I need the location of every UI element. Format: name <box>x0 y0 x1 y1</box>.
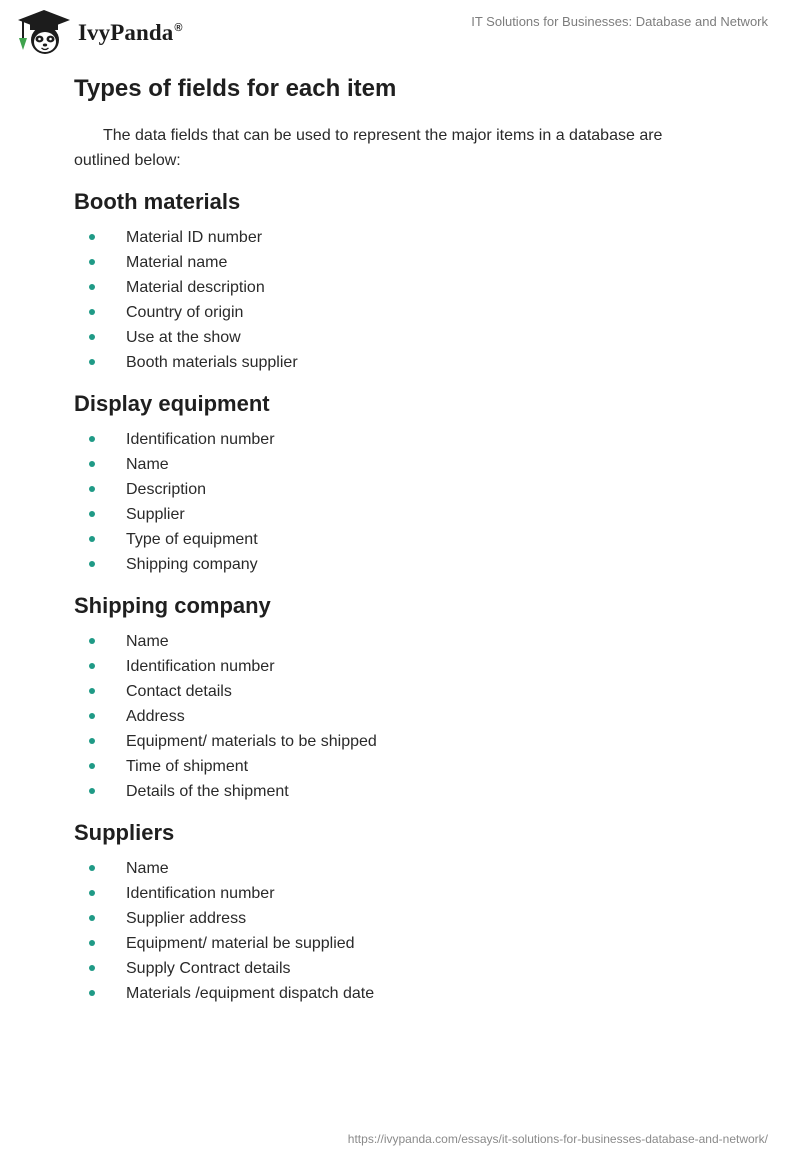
list-item: Details of the shipment <box>74 779 714 804</box>
list-item: Equipment/ material be supplied <box>74 931 714 956</box>
list-item: Booth materials supplier <box>74 350 714 375</box>
list-item: Name <box>74 452 714 477</box>
intro-paragraph: The data fields that can be used to represent the major items in a database are outlined below: <box>74 127 663 169</box>
list-item: Address <box>74 704 714 729</box>
section-suppliers <box>74 818 714 1006</box>
list-item: Name <box>74 856 714 881</box>
section-heading: Display equipment <box>74 391 270 416</box>
section-display-equipment <box>74 389 714 577</box>
list-item: Contact details <box>74 679 714 704</box>
list-item: Time of shipment <box>74 754 714 779</box>
list-item: Use at the show <box>74 325 714 350</box>
section-shipping-company <box>74 591 714 804</box>
panda-graduate-icon <box>14 8 74 56</box>
field-list <box>74 225 714 375</box>
section-booth-materials <box>74 187 714 375</box>
section-title: Types of fields for each item <box>74 75 397 102</box>
list-item: Identification number <box>74 654 714 679</box>
ivypanda-logo[interactable] <box>14 8 183 56</box>
list-item: Supply Contract details <box>74 956 714 981</box>
list-item: Material description <box>74 275 714 300</box>
list-item: Name <box>74 629 714 654</box>
list-item: Material ID number <box>74 225 714 250</box>
list-item: Shipping company <box>74 552 714 577</box>
field-list <box>74 856 714 1006</box>
list-item: Material name <box>74 250 714 275</box>
section-heading: Booth materials <box>74 189 241 214</box>
list-item: Type of equipment <box>74 527 714 552</box>
source-url[interactable]: https://ivypanda.com/essays/it-solutions-for-businesses-database-and-network/ <box>347 1132 768 1146</box>
list-item: Identification number <box>74 427 714 452</box>
field-list <box>74 427 714 577</box>
list-item: Supplier <box>74 502 714 527</box>
logo-wordmark: IvyPanda® <box>78 20 183 45</box>
section-heading: Shipping company <box>74 593 271 618</box>
field-list <box>74 629 714 804</box>
document-title: IT Solutions for Businesses: Database and Network <box>471 14 768 29</box>
page-header <box>0 0 800 62</box>
article-content <box>74 72 714 1006</box>
list-item: Materials /equipment dispatch date <box>74 981 714 1006</box>
list-item: Description <box>74 477 714 502</box>
list-item: Supplier address <box>74 906 714 931</box>
list-item: Equipment/ materials to be shipped <box>74 729 714 754</box>
list-item: Country of origin <box>74 300 714 325</box>
list-item: Identification number <box>74 881 714 906</box>
section-heading: Suppliers <box>74 820 175 845</box>
